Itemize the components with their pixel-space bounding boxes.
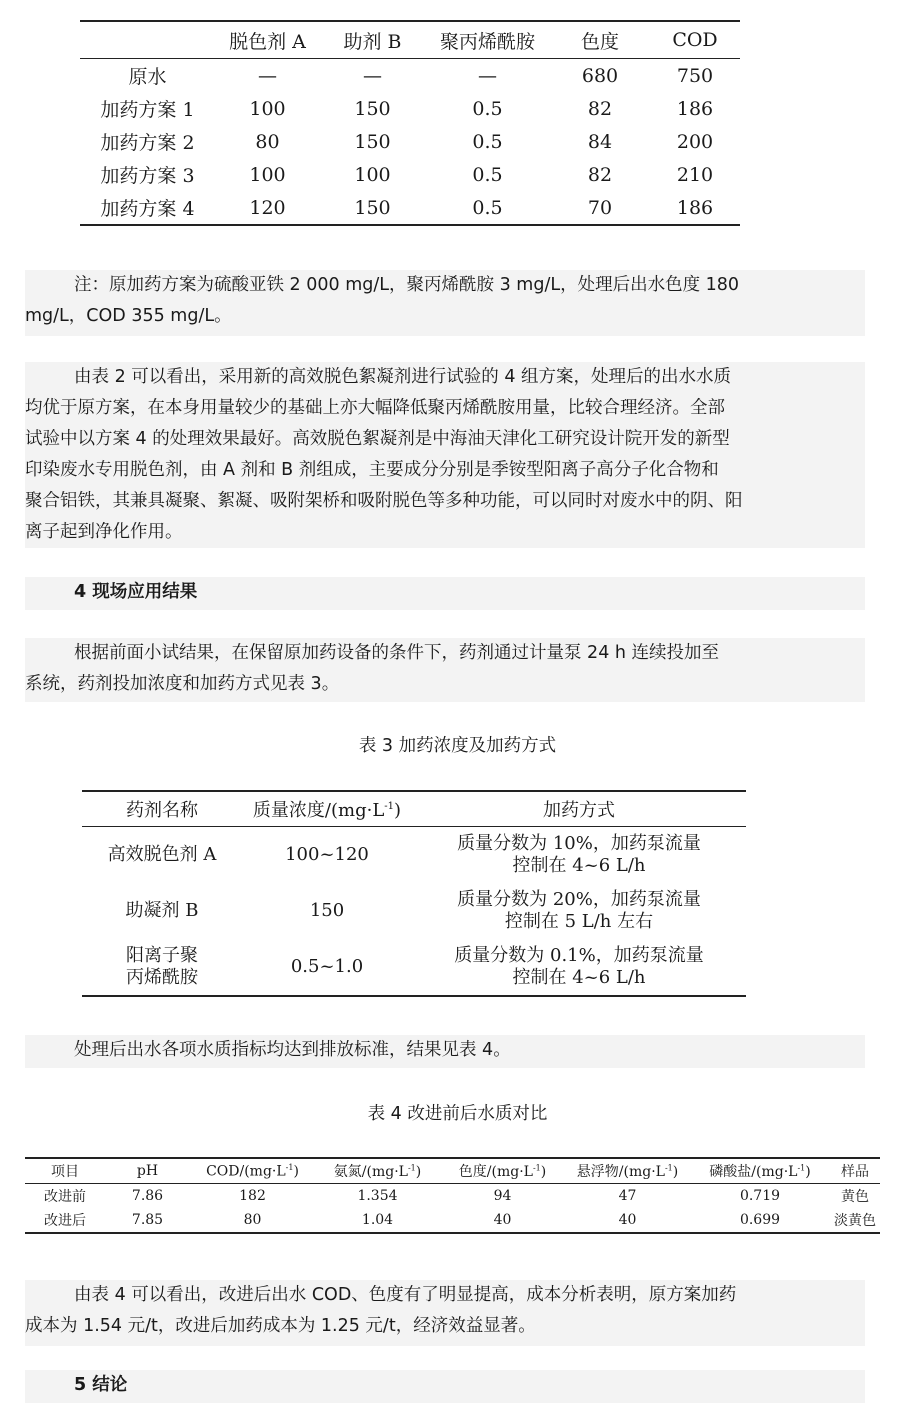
table-cell: 150 <box>320 191 425 225</box>
table-cell: 120 <box>215 191 320 225</box>
agent-name-line: 阳离子聚 <box>126 945 198 966</box>
table-cell: 0.5 <box>425 191 550 225</box>
table-2-header: 色度 <box>550 21 650 59</box>
table-cell: 黄色 <box>841 1189 869 1205</box>
table-cell: 改进后 <box>25 1208 105 1233</box>
table-2 <box>80 20 740 226</box>
table-cell: 82 <box>587 97 613 120</box>
paragraph-line: 试验中以方案 4 的处理效果最好。高效脱色絮凝剂是中海油天津化工研究设计院开发的新型 <box>25 429 730 449</box>
table-3-header <box>242 791 412 827</box>
table-row <box>80 92 740 125</box>
table-3-header-row <box>82 791 746 827</box>
method-line: 质量分数为 20%，加药泵流量 <box>457 889 701 910</box>
table-4-header <box>565 1158 690 1184</box>
paragraph-table-2-analysis <box>25 362 865 548</box>
table-4-header <box>315 1158 440 1184</box>
unit-close: ) <box>540 1164 547 1180</box>
table-cell: 82 <box>587 163 613 186</box>
agent-name-line: 高效脱色剂 A <box>107 844 217 865</box>
paragraph-line: 根据前面小试结果，在保留原加药设备的条件下，药剂通过计量泵 24 h 连续投加至 <box>74 643 720 663</box>
table-row <box>80 158 740 191</box>
method-line: 质量分数为 0.1%，加药泵流量 <box>454 945 704 966</box>
table-cell: 0.5 <box>472 130 503 153</box>
unit-exponent: -1 <box>797 1163 806 1173</box>
method-line: 控制在 5 L/h 左右 <box>504 911 654 932</box>
paragraph-line: 由表 4 可以看出，改进后出水 COD、色度有了明显提高，成本分析表明，原方案加药 <box>74 1285 737 1305</box>
unit-exponent: -1 <box>285 1162 294 1172</box>
table-4-header: 项目 <box>25 1158 105 1184</box>
paragraph-line: 印染废水专用脱色剂，由 A 剂和 B 剂组成，主要成分分别是季铵型阳离子高分子化合物和 <box>25 460 719 480</box>
agent-name <box>82 883 242 939</box>
dosing-method <box>412 827 746 884</box>
table-cell: 1.04 <box>315 1208 440 1233</box>
table-cell: 186 <box>650 191 740 225</box>
table-cell: 0.699 <box>690 1208 830 1233</box>
table-4-header <box>440 1158 565 1184</box>
table-2-header: COD <box>650 21 740 59</box>
table-cell: 150 <box>354 130 391 153</box>
table-row <box>80 191 740 225</box>
table-cell: 182 <box>239 1188 266 1204</box>
heading-text: 4 现场应用结果 <box>74 582 198 602</box>
table-cell: 100 <box>249 97 286 120</box>
method-line: 质量分数为 10%，加药泵流量 <box>457 833 701 854</box>
table-cell: 94 <box>493 1188 512 1204</box>
paragraph-table-4-analysis <box>25 1280 865 1346</box>
table-cell: 47 <box>618 1188 637 1204</box>
table-cell: 加药方案 3 <box>100 165 195 187</box>
table-cell: — <box>363 64 382 87</box>
paragraph-line: 由表 2 可以看出，采用新的高效脱色絮凝剂进行试验的 4 组方案，处理后的出水水质 <box>74 367 732 387</box>
table-3-caption: 表 3 加药浓度及加药方式 <box>358 736 557 756</box>
table-4-header <box>690 1158 830 1184</box>
paragraph-field-application <box>25 638 865 702</box>
table-2-header <box>80 21 215 59</box>
unit-close: ) <box>805 1164 811 1180</box>
table-cell: 750 <box>676 64 714 87</box>
table-cell: 84 <box>587 130 613 153</box>
paragraph-line: 处理后出水各项水质指标均达到排放标准，结果见表 4。 <box>74 1040 511 1060</box>
agent-name <box>82 939 242 996</box>
concentration: 150 <box>309 900 345 921</box>
table-cell: 原水 <box>128 66 167 88</box>
paragraph-line: 聚合铝铁，其兼具凝聚、絮凝、吸附架桥和吸附脱色等多种功能，可以同时对废水中的阴、阳 <box>25 491 743 511</box>
table-2-note <box>25 270 865 336</box>
dosing-method <box>412 939 746 996</box>
agent-name-line: 丙烯酰胺 <box>126 967 198 988</box>
header-label: COD/(mg·L <box>206 1163 286 1180</box>
method-line: 控制在 4~6 L/h <box>512 967 646 988</box>
paragraph-discharge-standard <box>25 1035 865 1068</box>
header-label: 磷酸盐/(mg·L <box>709 1164 798 1180</box>
table-cell: 70 <box>550 191 650 225</box>
table-4-header: pH <box>105 1158 190 1184</box>
dosing-method <box>412 883 746 939</box>
table-cell: 100 <box>249 163 286 186</box>
unit-close: ) <box>672 1164 679 1180</box>
table-cell: 改进前 <box>44 1189 86 1205</box>
table-cell: 80 <box>190 1208 315 1233</box>
unit-close: ) <box>293 1163 299 1180</box>
table-row <box>80 59 740 93</box>
table-cell: 80 <box>255 130 280 153</box>
unit-close: ) <box>394 800 402 821</box>
method-line: 控制在 4~6 L/h <box>512 855 646 876</box>
unit-exponent: -1 <box>664 1163 673 1173</box>
unit-close: ) <box>415 1164 422 1180</box>
heading-text: 5 结论 <box>74 1375 128 1395</box>
table-2-header: 助剂 B <box>320 21 425 59</box>
table-cell: 1.354 <box>357 1188 398 1204</box>
table-row <box>82 939 746 996</box>
table-4-header: 样品 <box>830 1158 880 1184</box>
table-row <box>25 1184 880 1209</box>
table-4-caption: 表 4 改进前后水质对比 <box>367 1104 548 1124</box>
table-3-header: 加药方式 <box>412 791 746 827</box>
paragraph-line: 离子起到净化作用。 <box>25 522 183 542</box>
unit-text: 质量浓度/(mg·L <box>252 800 385 821</box>
unit-exponent: -1 <box>384 801 395 812</box>
header-label: 色度/(mg·L <box>458 1164 533 1180</box>
table-row <box>80 125 740 158</box>
table-cell: 100 <box>354 163 391 186</box>
table-cell: 7.86 <box>131 1188 164 1204</box>
unit-exponent: -1 <box>407 1163 416 1173</box>
note-line: mg/L，COD 355 mg/L。 <box>25 306 232 326</box>
table-4-header <box>190 1158 315 1184</box>
concentration: 100~120 <box>285 844 369 865</box>
table-2-header: 聚丙烯酰胺 <box>425 21 550 59</box>
table-2-header: 脱色剂 A <box>215 21 320 59</box>
table-cell: 7.85 <box>105 1208 190 1233</box>
table-cell: 40 <box>565 1208 690 1233</box>
section-heading-5 <box>25 1370 865 1403</box>
table-cell: 淡黄色 <box>830 1208 880 1233</box>
table-4 <box>25 1157 880 1234</box>
agent-name <box>82 827 242 884</box>
table-cell: 加药方案 2 <box>100 132 195 154</box>
table-cell: 200 <box>676 130 714 153</box>
table-cell: 210 <box>676 163 714 186</box>
table-3-header: 药剂名称 <box>82 791 242 827</box>
section-heading-4 <box>25 577 865 610</box>
header-label: 悬浮物/(mg·L <box>576 1164 665 1180</box>
table-cell: — <box>258 64 277 87</box>
table-cell: — <box>478 64 497 87</box>
table-cell: 0.5 <box>472 163 503 186</box>
table-row <box>82 883 746 939</box>
note-line: 注：原加药方案为硫酸亚铁 2 000 mg/L，聚丙烯酰胺 3 mg/L，处理后出水色度 180 <box>74 275 740 295</box>
unit-exponent: -1 <box>532 1163 541 1173</box>
table-cell: 186 <box>676 97 714 120</box>
table-3 <box>82 790 746 997</box>
header-label: 氨氮/(mg·L <box>333 1164 408 1180</box>
table-cell: 150 <box>354 97 391 120</box>
table-cell: 加药方案 4 <box>80 191 215 225</box>
paragraph-line: 均优于原方案，在本身用量较少的基础上亦大幅降低聚丙烯酰胺用量，比较合理经济。全部 <box>25 398 725 418</box>
table-cell: 40 <box>440 1208 565 1233</box>
agent-name-line: 助凝剂 B <box>125 900 199 921</box>
concentration: 0.5~1.0 <box>242 939 412 996</box>
table-2-header-row <box>80 21 740 59</box>
paragraph-line: 系统，药剂投加浓度和加药方式见表 3。 <box>25 674 340 694</box>
table-cell: 680 <box>581 64 619 87</box>
table-cell: 加药方案 1 <box>100 99 195 121</box>
paragraph-line: 成本为 1.54 元/t，改进后加药成本为 1.25 元/t，经济效益显著。 <box>25 1316 536 1336</box>
table-row <box>82 827 746 884</box>
table-4-header-row <box>25 1158 880 1184</box>
table-row <box>25 1208 880 1233</box>
table-cell: 0.5 <box>472 97 503 120</box>
table-cell: 0.719 <box>739 1188 781 1204</box>
